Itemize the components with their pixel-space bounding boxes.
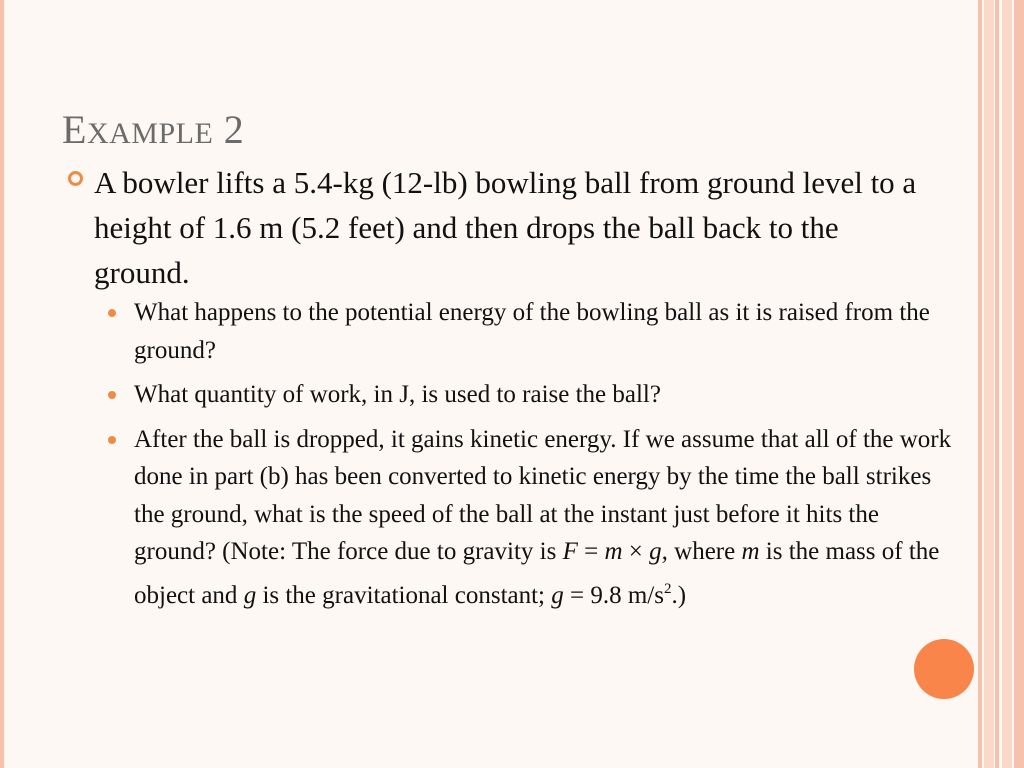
bullet-text-part: After the ball is dropped, it gains kinetic energy. If we assume that all of the work done in part (b) has been converted to kinetic energy by the time the ball strikes the ground, what is the speed of the ball at the instant just before it hits the ground? (Note: The force due to gravity is xyxy=(134,425,952,565)
math-variable: g xyxy=(243,581,257,609)
sub-bullet-list xyxy=(106,294,966,621)
sub-bullet-text: What quantity of work, in J, is used to raise the ball? xyxy=(134,381,661,408)
right-border-stripe xyxy=(995,0,999,768)
title-first-letter: E xyxy=(62,107,87,152)
slide-title xyxy=(62,106,244,153)
left-border-stripe xyxy=(0,0,4,768)
dot-bullet-icon xyxy=(108,309,116,317)
math-variable: g, xyxy=(649,538,668,565)
title-small-caps: XAMPLE xyxy=(86,117,214,150)
right-border-stripe xyxy=(1014,0,1024,768)
dot-bullet-icon xyxy=(108,391,116,399)
ring-bullet-icon xyxy=(68,171,83,186)
math-variable: m xyxy=(604,538,623,565)
sub-bullet-text: What happens to the potential energy of the bowling ball as it is raised from the ground? xyxy=(134,299,930,364)
math-variable: g xyxy=(551,581,564,609)
bullet-text-part: where xyxy=(667,538,742,565)
bullet-text-part: = 9.8 m/s xyxy=(563,581,664,609)
math-operator: × xyxy=(622,538,650,565)
right-border-stripe xyxy=(1002,0,1012,768)
orange-circle-decoration xyxy=(914,639,974,699)
right-border-stripe xyxy=(978,0,982,768)
main-bullet xyxy=(66,160,926,295)
right-border-stripe xyxy=(984,0,994,768)
sub-bullet-item xyxy=(106,294,966,369)
sub-bullet-item xyxy=(106,421,966,615)
main-bullet-text: A bowler lifts a 5.4-kg (12-lb) bowling ball from ground level to a height of 1.6 m (5.2 feet) and then drops the ball back to the ground. xyxy=(94,165,917,290)
math-operator: = xyxy=(577,538,605,565)
bullet-text-part: is the mass of the object and xyxy=(134,538,940,609)
bullet-text-part: .) xyxy=(671,581,687,609)
dot-bullet-icon xyxy=(108,436,116,444)
superscript: 2 xyxy=(664,580,672,597)
title-number: 2 xyxy=(213,107,245,152)
bullet-text-part: is the gravitational constant; xyxy=(256,581,552,609)
sub-bullet-item xyxy=(106,376,966,414)
math-variable: F xyxy=(562,538,578,565)
math-variable: m xyxy=(741,538,760,565)
sub-bullet-text xyxy=(134,426,951,609)
